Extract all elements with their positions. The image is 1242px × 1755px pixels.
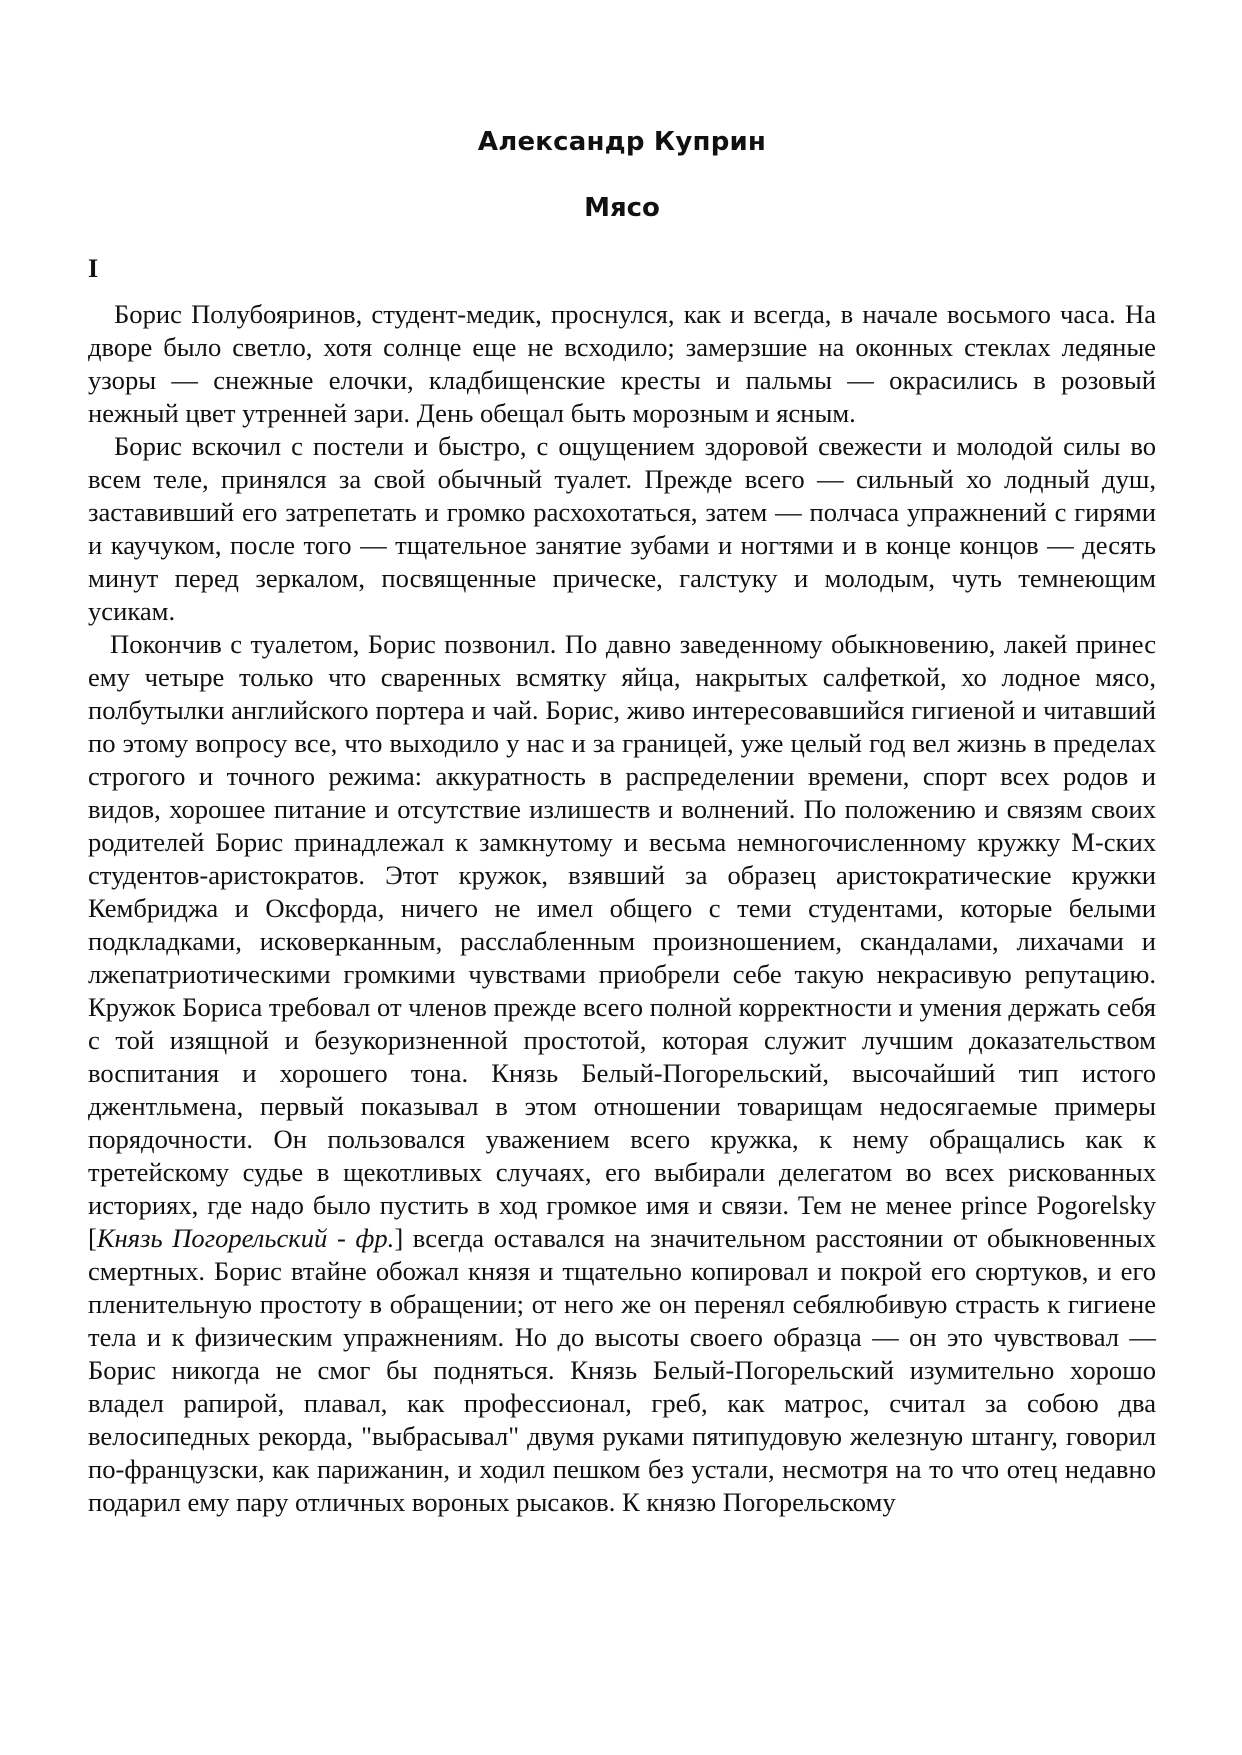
paragraph-1: Борис Полубояринов, студент-медик, проснулся, как и всегда, в начале восьмого часа. На дворе было светло, хотя солнце еще не всходило; замерзшие на оконных стеклах ледяные узоры — снежные елочки, кладбищенские кресты и пальмы — окрасились в розовый нежный цвет утренней зари. День обещал быть морозным и ясным. xyxy=(88,299,1156,428)
document-page xyxy=(88,120,1156,1519)
author-name: Александр Куприн xyxy=(477,127,767,157)
translation-note: Князь Погорельский - фр. xyxy=(96,1223,395,1253)
story-body xyxy=(88,298,1156,1519)
paragraph-3-part-1: Покончив с туалетом, Борис позвонил. По давно заведенному обыкновению, лакей принес ему четыре только что сваренных всмятку яйца, накрытых салфеткой, хо лодное мясо, полбутылки английского портера и чай. Борис, живо интересовавшийся гигиеной и читавший по этому вопросу все, что выходило у нас и за границей, уже целый год вел жизнь в пределах строгого и точного режима: аккуратность в распределении времени, спорт всех родов и видов, хорошее питание и отсутствие излишеств и волнений. По положению и связям своих родителей Борис принадлежал к замкнутому и весьма немногочисленному кружку М-ских студентов-аристократов. Этот кружок, взявший за образец аристократические кружки Кембриджа и Оксфорда, ничего не имел общего с теми студентами, которые белыми подкладками, исковерканным, расслабленным произношением, скандалами, лихачами и лжепатриотическими громкими чувствами приобрели себе такую некрасивую репутацию. Кружок Бориса требовал от членов прежде всего полной корректности и умения держать себя с той изящной и безукоризненной простотой, которая служит лучшим доказательством воспитания и хорошего тона. Князь Белый-Погорельский, высочайший тип истого джентльмена, первый показывал в этом отношении товарищам недосягаемые примеры порядочности. Он пользовался уважением всего кружка, к нему обращались как к третейскому судье в щекотливых случаях, его выбирали делегатом во всех рискованных историях, где надо было пустить в ход громкое имя и связи. Тем не менее prince Pogorelsky [ xyxy=(88,629,1156,1253)
paragraph-2: Борис вскочил с постели и быстро, с ощущением здоровой свежести и молодой силы во всем теле, принялся за свой обычный туалет. Прежде всего — сильный хо лодный душ, заставивший его затрепетать и громко расхохотаться, затем — полчаса упражнений с гирями и каучуком, после того — тщательное занятие зубами и ногтями и в конце концов — десять минут перед зеркалом, посвященные прическе, галстуку и молодым, чуть темнеющим усикам. xyxy=(88,431,1156,626)
paragraph-3 xyxy=(88,628,1156,1519)
chapter-number: I xyxy=(88,254,99,283)
paragraph-3-part-2: ] всегда оставался на значительном расстоянии от обыкновенных смертных. Борис втайне обожал князя и тщательно копировал и покрой его сюртуков, и его пленительную простоту в обращении; от него же он перенял себялюбивую страсть к гигиене тела и к физическим упражнениям. Но до высоты своего образца — он это чувствовал — Борис никогда не смог бы подняться. Князь Белый-Погорельский изумительно хорошо владел рапирой, плавал, как профессионал, греб, как матрос, считал за собою два велосипедных рекорда, "выбрасывал" двумя руками пятипудовую железную штангу, говорил по-французски, как парижанин, и ходил пешком без устали, несмотря на то что отец недавно подарил ему пару отличных вороных рысаков. К князю Погорельскому xyxy=(88,1223,1156,1517)
story-title: Мясо xyxy=(584,193,660,223)
